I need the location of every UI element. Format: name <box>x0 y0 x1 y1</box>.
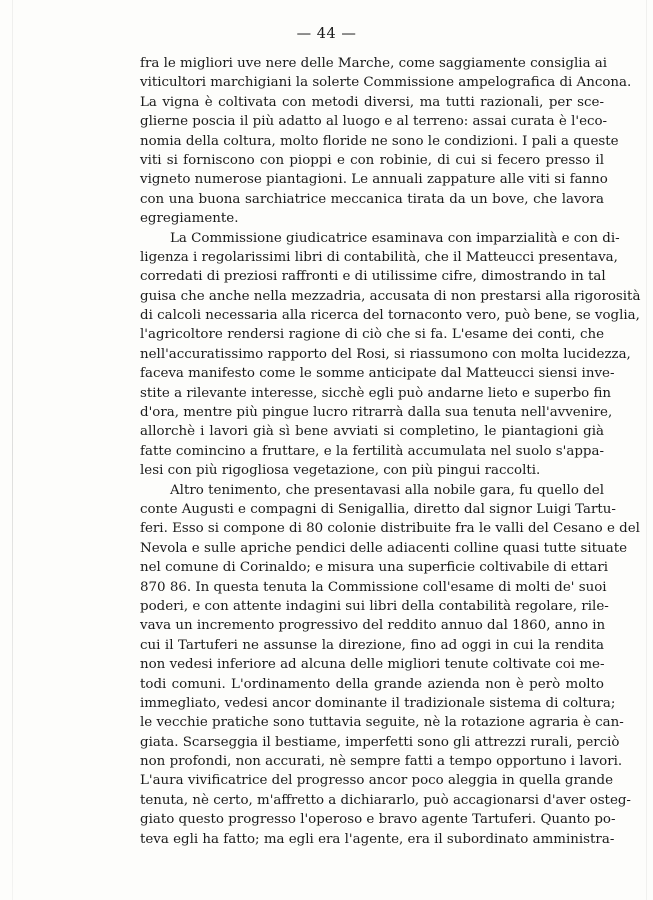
text-line: nel comune di Corinaldo; e misura una superficie coltivabile di ettari <box>140 560 609 576</box>
text-line: L'aura vivificatrice del progresso ancor poco aleggia in quella grande <box>140 773 614 789</box>
text-line: stite a rilevante interesse, sicchè egli può andarne lieto e superbo fin <box>140 385 612 401</box>
text-line: Nevola e sulle apriche pendici delle adiacenti colline quasi tutte situate <box>140 540 628 556</box>
text-line: glierne poscia il più adatto al luogo e al terreno: assai curata è l'eco- <box>140 114 608 130</box>
text-line: guisa che anche nella mezzadria, accusata di non prestarsi alla rigorosità <box>140 288 641 304</box>
page-number-header: — 44 — <box>296 26 357 42</box>
text-line: non vedesi inferiore ad alcuna delle migliori tenute coltivate coi me- <box>140 657 605 673</box>
text-line: con una buona sarchiatrice meccanica tirata da un bove, che lavora <box>140 191 604 207</box>
text-line: conte Augusti e compagni di Senigallia, diretto dal signor Luigi Tartu- <box>140 501 616 517</box>
text-line: vigneto numerose piantagioni. Le annuali zappature alle viti si fanno <box>140 172 608 188</box>
text-line: fatte comincino a fruttare, e la fertilità accumulata nel suolo s'appa- <box>140 443 604 459</box>
text-line: nomia della coltura, molto floride ne sono le condizioni. I pali a queste <box>140 133 619 149</box>
text-line: faceva manifesto come le somme anticipate dal Matteucci siensi inve- <box>140 366 615 382</box>
text-line: 870 86. In questa tenuta la Commissione coll'esame di molti de' suoi <box>140 579 607 595</box>
text-line: d'ora, mentre più pingue lucro ritrarrà dalla sua tenuta nell'avvenire, <box>140 405 613 421</box>
text-line: feri. Esso si compone di 80 colonie distribuite fra le valli del Cesano e del <box>140 521 640 537</box>
text-line: La vigna è coltivata con metodi diversi, ma tutti razionali, per sce- <box>140 94 604 110</box>
text-line: egregiamente. <box>140 211 239 227</box>
text-line: le vecchie pratiche sono tuttavia seguite, nè la rotazione agraria è can- <box>140 715 624 731</box>
text-line: poderi, e con attente indagini sui libri della contabilità regolare, rile- <box>140 598 609 614</box>
text-line: non profondi, non accurati, nè sempre fatti a tempo opportuno i lavori. <box>140 754 623 770</box>
text-line: ligenza i regolarissimi libri di contabilità, che il Matteucci presentava, <box>140 249 618 265</box>
text-line: cui il Tartuferi ne assunse la direzione, fino ad oggi in cui la rendita <box>140 637 604 653</box>
text-line: teva egli ha fatto; ma egli era l'agente, era il subordinato amministra- <box>140 831 615 847</box>
text-line: vava un incremento progressivo del reddito annuo dal 1860, anno in <box>140 618 606 634</box>
text-line: immegliato, vedesi ancor dominante il tradizionale sistema di coltura; <box>140 695 616 711</box>
scan-edge-left <box>12 0 13 900</box>
text-line: fra le migliori uve nere delle Marche, come saggiamente consiglia ai <box>140 56 608 71</box>
text-line: giato questo progresso l'operoso e bravo agente Tartuferi. Quanto po- <box>140 812 616 828</box>
text-line: todi comuni. L'ordinamento della grande azienda non è però molto <box>140 676 604 692</box>
text-line: corredati di preziosi raffronti e di utilissime cifre, dimostrando in tal <box>140 269 606 285</box>
text-line: lesi con più rigogliosa vegetazione, con più pingui raccolti. <box>140 463 541 479</box>
text-line: La Commissione giudicatrice esaminava con imparzialità e con di- <box>170 230 620 246</box>
text-line: di calcoli necessaria alla ricerca del tornaconto vero, può bene, se voglia, <box>140 308 640 324</box>
text-line: giata. Scarseggia il bestiame, imperfetti sono gli attrezzi rurali, perciò <box>140 734 620 750</box>
body-text <box>140 54 641 849</box>
text-line: tenuta, nè certo, m'affretto a dichiararlo, può accagionarsi d'aver osteg- <box>140 792 631 808</box>
scan-edge-right <box>646 0 647 900</box>
text-line: viti si forniscono con pioppi e con robinie, di cui si fecero presso il <box>140 152 604 168</box>
text-line: nell'accuratissimo rapporto del Rosi, si riassumono con molta lucidezza, <box>140 346 631 362</box>
text-line: Altro tenimento, che presentavasi alla nobile gara, fu quello del <box>170 482 604 498</box>
text-line: allorchè i lavori già sì bene avviati si completino, le piantagioni già <box>140 424 604 440</box>
text-line: l'agricoltore rendersi ragione di ciò che si fa. L'esame dei conti, che <box>140 327 604 343</box>
text-line: viticultori marchigiani la solerte Commissione ampelografica di Ancona. <box>140 75 632 91</box>
